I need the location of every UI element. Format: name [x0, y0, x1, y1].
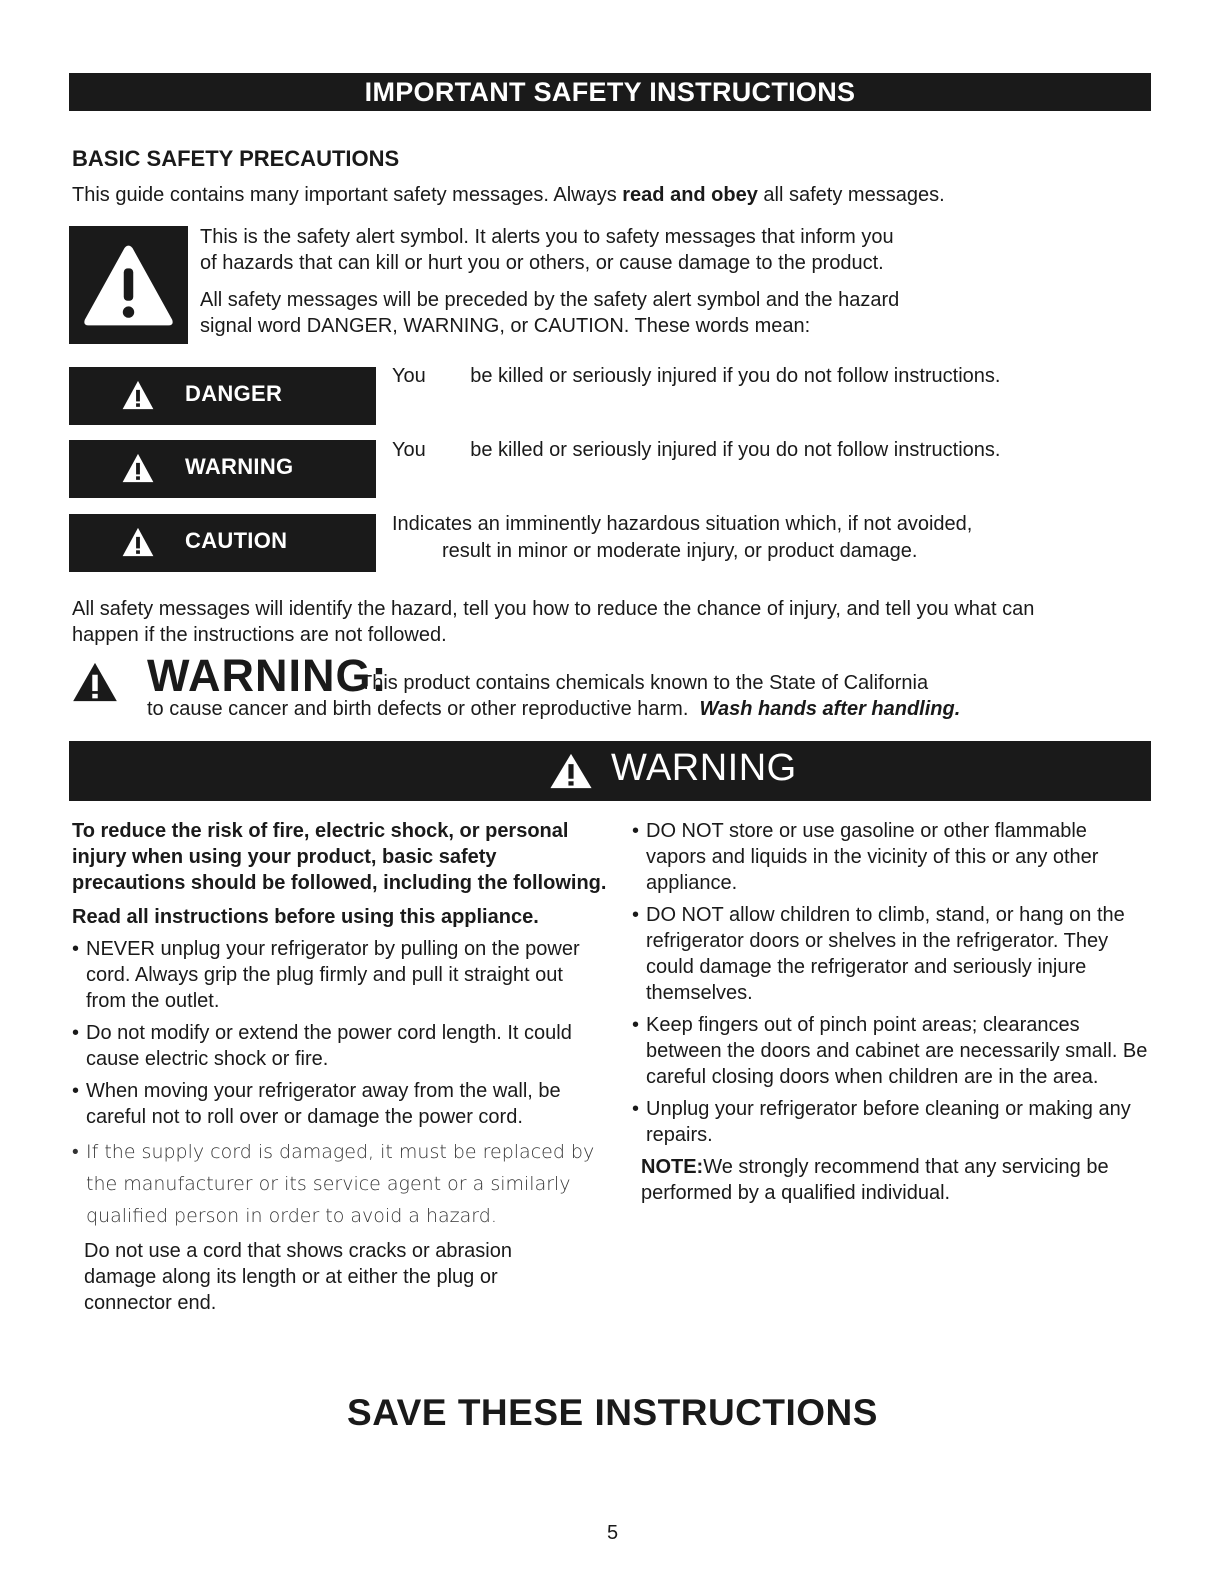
warning-description: You be killed or seriously injured if you do not follow instructions. [392, 439, 1001, 461]
california-warning-line1: This product contains chemicals known to the State of California [360, 672, 929, 694]
list-item: • Do not modify or extend the power cord length. It could cause electric shock or fire. [72, 1022, 572, 1070]
caution-signal-box [69, 514, 376, 572]
alert-text-4: signal word DANGER, WARNING, or CAUTION. These words mean: [200, 315, 811, 337]
note-label: NOTE: [641, 1156, 704, 1178]
alert-text-1: This is the safety alert symbol. It alerts you to safety messages that inform you [200, 226, 894, 248]
note-text: NOTE:We strongly recommend that any servicing be performed by a qualified individual. [641, 1156, 1109, 1204]
list-item: • Keep fingers out of pinch point areas; clearances between the doors and cabinet are necessarily small. Be careful closing doors when children are in the area. [632, 1014, 1148, 1088]
california-warning-word: WARNING: [147, 650, 388, 701]
left-column [72, 818, 607, 1316]
safety-alert-symbol-box [69, 226, 188, 344]
list-item: • When moving your refrigerator away from the wall, be careful not to roll over or damage the power cord. [72, 1080, 561, 1128]
safety-alert-icon [122, 527, 154, 557]
danger-description: You be killed or seriously injured if you do not follow instructions. [392, 365, 1001, 387]
risk-intro: To reduce the risk of fire, electric shock, or personal injury when using your product, basic safety precautions should be followed, including the following. [72, 820, 607, 894]
intro-pre: This guide contains many important safety messages. Always [72, 184, 623, 206]
list-item: • DO NOT store or use gasoline or other flammable vapors and liquids in the vicinity of this or any other appliance. [632, 820, 1099, 894]
caution-description-1: Indicates an imminently hazardous situation which, if not avoided, [392, 513, 973, 535]
warning-label: WARNING [185, 454, 294, 479]
alert-text-2: of hazards that can kill or hurt you or others, or cause damage to the product. [200, 252, 884, 274]
danger-label: DANGER [185, 381, 283, 406]
read-all-instructions: Read all instructions before using this appliance. [72, 906, 539, 928]
save-instructions-heading: SAVE THESE INSTRUCTIONS [347, 1392, 878, 1433]
list-item: • DO NOT allow children to climb, stand, or hang on the refrigerator doors or shelves in the refrigerator. They could damage the refrigerator and seriously injure themselves. [632, 904, 1125, 1004]
cord-cracks-text: Do not use a cord that shows cracks or abrasion damage along its length or at either the plug or connector end. [84, 1240, 512, 1314]
header-bar [69, 73, 1151, 111]
identify-text-1: All safety messages will identify the hazard, tell you how to reduce the chance of injury, and tell you what can [72, 598, 1035, 620]
warning-signal-box [69, 440, 376, 498]
caution-label: CAUTION [185, 528, 288, 553]
caution-description-2: result in minor or moderate injury, or product damage. [442, 540, 918, 562]
page-number: 5 [606, 1522, 619, 1544]
list-item: • NEVER unplug your refrigerator by pulling on the power cord. Always grip the plug firmly and pull it straight out from the outlet. [72, 938, 580, 1012]
page-title: IMPORTANT SAFETY INSTRUCTIONS [364, 77, 856, 107]
california-warning-line2 [147, 698, 960, 721]
intro-post: all safety messages. [757, 184, 945, 206]
safety-alert-icon [72, 662, 118, 702]
list-item: • If the supply cord is damaged, it must be replaced by the manufacturer or its service agent or a similarly qualified person in order to avoid a hazard. [72, 1141, 595, 1227]
section-title: BASIC SAFETY PRECAUTIONS [72, 146, 400, 171]
warning-bar [69, 741, 1151, 801]
safety-alert-icon [81, 238, 176, 333]
safety-alert-icon [122, 453, 154, 483]
intro-bold: read and obey [622, 184, 758, 206]
alert-text-3: All safety messages will be preceded by the safety alert symbol and the hazard [200, 289, 900, 311]
wash-hands-text: Wash hands after handling. [699, 698, 961, 720]
danger-signal-box [69, 367, 376, 425]
warning-bar-label: WARNING [611, 747, 797, 789]
california-line2-text: to cause cancer and birth defects or other reproductive harm. [147, 698, 700, 720]
safety-alert-icon [122, 380, 154, 410]
list-item: • Unplug your refrigerator before cleaning or making any repairs. [632, 1098, 1131, 1146]
identify-text-2: happen if the instructions are not followed. [72, 624, 447, 646]
intro-text [72, 184, 945, 207]
safety-alert-icon [549, 753, 593, 789]
right-column [632, 818, 1152, 1206]
